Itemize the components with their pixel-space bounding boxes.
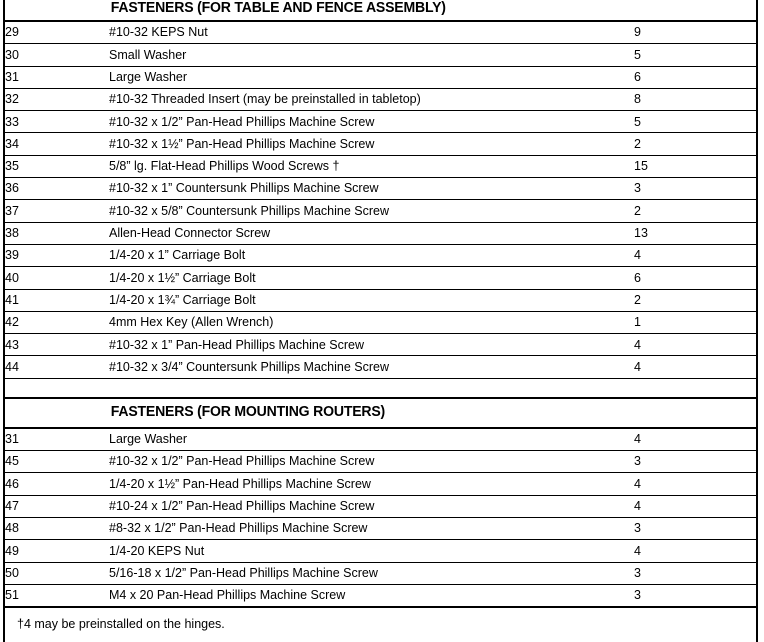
part-quantity-cell: 2	[634, 133, 757, 155]
part-description-cell: #10-32 KEPS Nut	[109, 21, 634, 44]
part-quantity-cell: 3	[634, 562, 757, 584]
table-row	[4, 88, 757, 110]
part-quantity-cell: 3	[634, 584, 757, 607]
table-row	[4, 562, 757, 584]
table-row	[4, 451, 757, 473]
footnote-cell	[4, 607, 757, 642]
table-row	[4, 44, 757, 66]
table-row	[4, 267, 757, 289]
table-row	[4, 200, 757, 222]
part-number-cell: 29	[4, 21, 109, 44]
part-quantity-cell: 6	[634, 267, 757, 289]
part-description-cell: Large Washer	[109, 66, 634, 88]
table-row	[4, 155, 757, 177]
section-header-row	[4, 398, 757, 428]
table-row	[4, 21, 757, 44]
part-description-cell: #10-32 x 1” Pan-Head Phillips Machine Screw	[109, 334, 634, 356]
part-description-cell: 1/4-20 x 1½” Pan-Head Phillips Machine Screw	[109, 473, 634, 495]
part-quantity-cell: 9	[634, 21, 757, 44]
table-row	[4, 334, 757, 356]
part-description-cell: #10-32 x 1½” Pan-Head Phillips Machine Screw	[109, 133, 634, 155]
part-number-cell: 31	[4, 428, 109, 451]
part-description-cell: 5/8” lg. Flat-Head Phillips Wood Screws †	[109, 155, 634, 177]
part-number-cell: 32	[4, 88, 109, 110]
part-quantity-cell: 6	[634, 66, 757, 88]
parts-list-table	[3, 0, 758, 642]
footnote-text: †4 may be preinstalled on the hinges.	[17, 617, 225, 632]
part-number-cell: 47	[4, 495, 109, 517]
part-description-cell: #10-32 x 5/8” Countersunk Phillips Machine Screw	[109, 200, 634, 222]
part-number-cell: 45	[4, 451, 109, 473]
part-quantity-cell: 3	[634, 451, 757, 473]
part-description-cell: 1/4-20 x 1¾” Carriage Bolt	[109, 289, 634, 311]
part-quantity-cell: 2	[634, 200, 757, 222]
section-header-row	[4, 0, 757, 21]
part-quantity-cell: 2	[634, 289, 757, 311]
part-quantity-cell: 5	[634, 111, 757, 133]
part-description-cell: 1/4-20 x 1” Carriage Bolt	[109, 244, 634, 266]
table-row	[4, 356, 757, 378]
table-row	[4, 66, 757, 88]
part-quantity-cell: 3	[634, 178, 757, 200]
part-number-cell: 39	[4, 244, 109, 266]
part-quantity-cell: 4	[634, 473, 757, 495]
parts-list-table-body	[4, 0, 757, 642]
table-row	[4, 289, 757, 311]
part-number-cell: 37	[4, 200, 109, 222]
part-number-cell: 36	[4, 178, 109, 200]
part-number-cell: 33	[4, 111, 109, 133]
section-spacer	[4, 378, 757, 398]
part-number-cell: 51	[4, 584, 109, 607]
table-row	[4, 178, 757, 200]
part-quantity-cell: 8	[634, 88, 757, 110]
part-quantity-cell: 4	[634, 244, 757, 266]
part-number-cell: 42	[4, 311, 109, 333]
section-title: FASTENERS (FOR TABLE AND FENCE ASSEMBLY)	[110, 0, 446, 17]
part-number-cell: 50	[4, 562, 109, 584]
part-quantity-cell: 5	[634, 44, 757, 66]
table-row	[4, 111, 757, 133]
part-description-cell: Allen-Head Connector Screw	[109, 222, 634, 244]
part-description-cell: #10-24 x 1/2” Pan-Head Phillips Machine Screw	[109, 495, 634, 517]
section-title: FASTENERS (FOR MOUNTING ROUTERS)	[110, 404, 386, 421]
part-description-cell: Large Washer	[109, 428, 634, 451]
table-row	[4, 133, 757, 155]
table-row	[4, 244, 757, 266]
footnote-row	[4, 607, 757, 642]
part-quantity-cell: 1	[634, 311, 757, 333]
part-description-cell: #10-32 x 1” Countersunk Phillips Machine Screw	[109, 178, 634, 200]
part-description-cell: #10-32 x 1/2” Pan-Head Phillips Machine Screw	[109, 451, 634, 473]
table-row	[4, 222, 757, 244]
part-number-cell: 41	[4, 289, 109, 311]
section-header-cell	[4, 0, 757, 21]
part-description-cell: M4 x 20 Pan-Head Phillips Machine Screw	[109, 584, 634, 607]
part-quantity-cell: 4	[634, 334, 757, 356]
part-description-cell: Small Washer	[109, 44, 634, 66]
table-row	[4, 584, 757, 607]
part-quantity-cell: 4	[634, 428, 757, 451]
table-row	[4, 311, 757, 333]
part-description-cell: 1/4-20 KEPS Nut	[109, 540, 634, 562]
part-description-cell: 5/16-18 x 1/2” Pan-Head Phillips Machine Screw	[109, 562, 634, 584]
part-number-cell: 44	[4, 356, 109, 378]
part-description-cell: #10-32 x 3/4” Countersunk Phillips Machine Screw	[109, 356, 634, 378]
table-row	[4, 428, 757, 451]
part-description-cell: #10-32 Threaded Insert (may be preinstalled in tabletop)	[109, 88, 634, 110]
part-number-cell: 38	[4, 222, 109, 244]
part-description-cell: #8-32 x 1/2” Pan-Head Phillips Machine Screw	[109, 517, 634, 539]
part-quantity-cell: 4	[634, 540, 757, 562]
part-number-cell: 35	[4, 155, 109, 177]
part-number-cell: 30	[4, 44, 109, 66]
part-description-cell: 1/4-20 x 1½” Carriage Bolt	[109, 267, 634, 289]
section-header-cell	[4, 398, 757, 428]
part-quantity-cell: 4	[634, 356, 757, 378]
part-number-cell: 34	[4, 133, 109, 155]
part-number-cell: 49	[4, 540, 109, 562]
section-spacer-cell	[4, 378, 757, 398]
part-number-cell: 40	[4, 267, 109, 289]
part-number-cell: 46	[4, 473, 109, 495]
table-row	[4, 540, 757, 562]
part-description-cell: #10-32 x 1/2” Pan-Head Phillips Machine Screw	[109, 111, 634, 133]
table-row	[4, 495, 757, 517]
part-quantity-cell: 4	[634, 495, 757, 517]
table-row	[4, 517, 757, 539]
part-quantity-cell: 15	[634, 155, 757, 177]
part-number-cell: 43	[4, 334, 109, 356]
table-row	[4, 473, 757, 495]
part-number-cell: 48	[4, 517, 109, 539]
part-number-cell: 31	[4, 66, 109, 88]
part-quantity-cell: 3	[634, 517, 757, 539]
part-quantity-cell: 13	[634, 222, 757, 244]
part-description-cell: 4mm Hex Key (Allen Wrench)	[109, 311, 634, 333]
